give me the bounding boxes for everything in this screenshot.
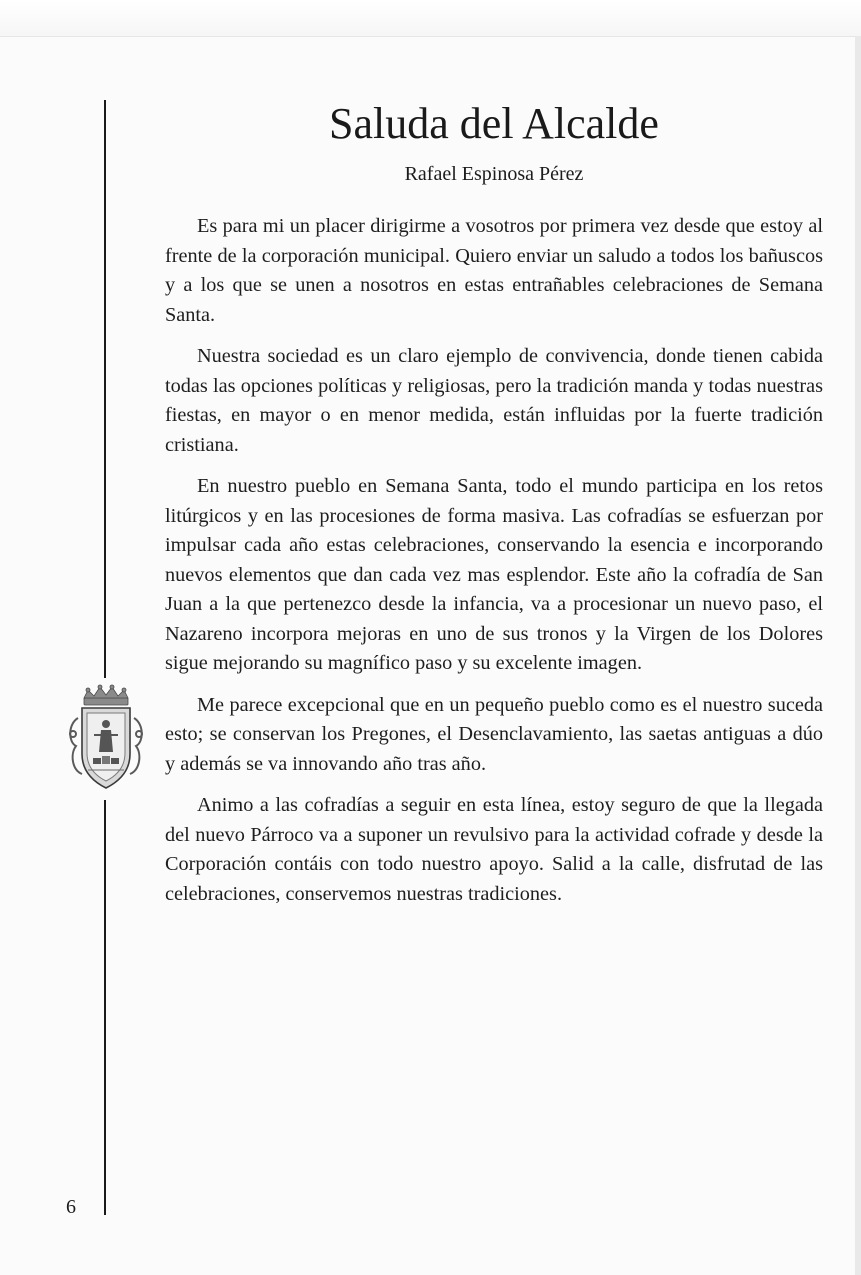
- page-right-edge: [855, 36, 861, 1275]
- article-paragraph: Nuestra sociedad es un claro ejemplo de convivencia, donde tienen cabida todas las opciones políticas y religiosas, pero la tradición manda y todas nuestras fiestas, en mayor o en menor medida, están influidas por la fuerte tradición cristiana.: [165, 345, 823, 456]
- article-author: Rafael Espinosa Pérez: [404, 163, 584, 185]
- margin-rule-lower: [104, 800, 106, 1215]
- article-body: [165, 212, 823, 921]
- page-number: 6: [66, 1196, 76, 1218]
- article-paragraph: Animo a las cofradías a seguir en esta línea, estoy seguro de que la llegada del nuevo Párroco va a suponer un revulsivo para la actividad cofrade y desde la Corporación contáis con todo nuestro apoyo. Salid a la calle, disfrutad de las celebraciones, conservemos nuestras tradiciones.: [165, 794, 823, 905]
- margin-rule-upper: [104, 100, 106, 678]
- page-top-edge: [0, 0, 861, 37]
- coat-of-arms-icon: [64, 684, 148, 794]
- article-paragraph: En nuestro pueblo en Semana Santa, todo el mundo participa en los retos litúrgicos y en las procesiones de forma masiva. Las cofradías se esfuerzan por impulsar cada año estas celebraciones, conservando la esencia e incorporando nuevos elementos que dan cada vez mas esplendor. Este año la cofradía de San Juan a la que pertenezco desde la infancia, va a procesionar un nuevo paso, el Nazareno incorpora mejoras en uno de sus tronos y la Virgen de los Dolores sigue mejorando su magnífico paso y su excelente imagen.: [165, 475, 823, 674]
- article-title: Saluda del Alcalde: [329, 99, 659, 148]
- article-paragraph: Es para mi un placer dirigirme a vosotros por primera vez desde que estoy al frente de la corporación municipal. Quiero enviar un saludo a todos los bañuscos y a los que se unen a nosotros en estas entrañables celebraciones de Semana Santa.: [165, 215, 823, 326]
- article-paragraph: Me parece excepcional que en un pequeño pueblo como es el nuestro suceda esto; se conservan los Pregones, el Desenclavamiento, las saetas antiguas a dúo y además se va innovando año tras año.: [165, 693, 823, 775]
